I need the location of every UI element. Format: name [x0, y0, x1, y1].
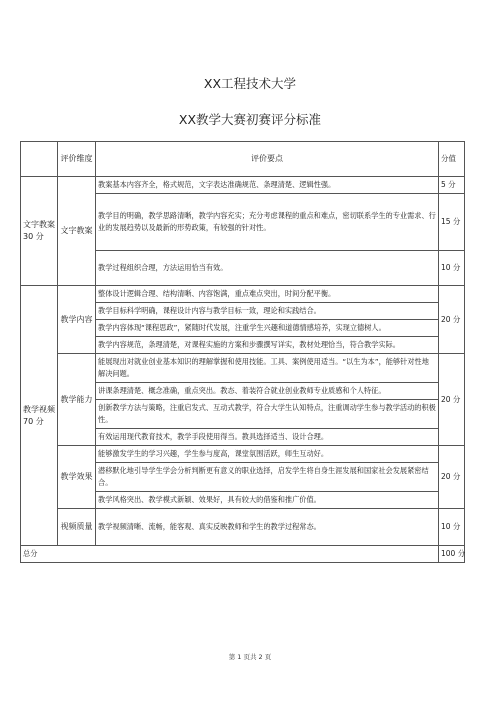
point-cell: 讲课条理清楚、概念准确，重点突出。教态、着装符合就业创业教师专业质感和个人特征。: [96, 383, 439, 400]
header-dimension: 评价维度: [58, 142, 96, 177]
table-row: [21, 509, 465, 546]
point-cell: 教学内容规范，条理清楚，对课程实施的方案和步骤撰写详实，教材处理恰当，符合教学实际。: [96, 337, 439, 354]
dimension-teaching-content: 教学内容: [58, 286, 96, 354]
score-cell: 20 分: [439, 446, 465, 509]
table-row: [21, 354, 465, 383]
score-cell: 20 分: [439, 354, 465, 446]
table-row: [21, 286, 465, 303]
scoring-table: [20, 141, 465, 563]
header-key-points: 评价要点: [96, 142, 439, 177]
point-cell: 能展现出对就业创业基本知识的理解掌握和使用技能。工具、案例使用适当。“以生为本”，能够针对性地解决问题。: [96, 354, 439, 383]
header-score: 分值: [439, 142, 465, 177]
point-cell: 潜移默化地引导学生学会分析判断更有意义的职业选择，启发学生将自身生涯发展和国家社会发展紧密结合。: [96, 463, 439, 492]
dimension-video-quality: 视频质量: [58, 509, 96, 546]
point-cell: 教学内容体现“课程思政”，紧随时代发展，注重学生兴趣和道德情感培养，实现立德树人。: [96, 320, 439, 337]
table-row: [21, 177, 465, 194]
header-row: [21, 142, 465, 177]
point-cell: 创新教学方法与策略，注重启发式、互动式教学，符合大学生认知特点，注重调动学生参与教学活动的积极性。: [96, 400, 439, 429]
score-cell: 20 分: [439, 286, 465, 354]
dimension-teaching-ability: 教学能力: [58, 354, 96, 446]
point-cell: 有效运用现代教育技术，教学手段使用得当。教具选择适当、设计合理。: [96, 429, 439, 446]
score-cell: 5 分: [439, 177, 465, 194]
category-teaching-video: 教学视频 70 分: [21, 286, 58, 546]
table-row: [21, 446, 465, 463]
dimension-lesson-plan: 文字教案: [58, 177, 96, 286]
point-cell: 教学风格突出、教学模式新颖、效果好，具有较大的借鉴和推广价值。: [96, 492, 439, 509]
point-cell: 整体设计逻辑合理、结构清晰、内容饱满，重点难点突出，时间分配平衡。: [96, 286, 439, 303]
total-row: [21, 546, 465, 563]
page-footer: 第 1 页共 2 页: [228, 653, 272, 661]
score-cell: 10 分: [439, 251, 465, 286]
total-label: 总分: [21, 546, 439, 563]
score-cell: 10 分: [439, 509, 465, 546]
document-title: XX教学大赛初赛评分标准: [178, 112, 322, 127]
dimension-teaching-effect: 教学效果: [58, 446, 96, 509]
point-cell: 教学目标科学明确，课程设计内容与教学目标一致，理论和实践结合。: [96, 303, 439, 320]
point-cell: 教学目的明确，教学思路清晰，教学内容充实；充分考虑课程的重点和难点，密切联系学生的专业需求、行业的发展趋势以及最新的形势政策，有较强的针对性。: [96, 194, 439, 251]
category-lesson-plan: 文字教案 30 分: [21, 177, 58, 286]
point-cell: 教学视频清晰、流畅，能客观、真实反映教师和学生的教学过程常态。: [96, 509, 439, 546]
point-cell: 教学过程组织合理，方法运用恰当有效。: [96, 251, 439, 286]
score-cell: 15 分: [439, 194, 465, 251]
total-score: 100 分: [439, 546, 465, 563]
university-name: XX工程技术大学: [203, 76, 297, 91]
point-cell: 能够激发学生的学习兴趣，学生参与度高，课堂氛围活跃，师生互动好。: [96, 446, 439, 463]
header-blank: [21, 142, 58, 177]
point-cell: 教案基本内容齐全，格式规范，文字表达准确规范、条理清楚、逻辑性强。: [96, 177, 439, 194]
